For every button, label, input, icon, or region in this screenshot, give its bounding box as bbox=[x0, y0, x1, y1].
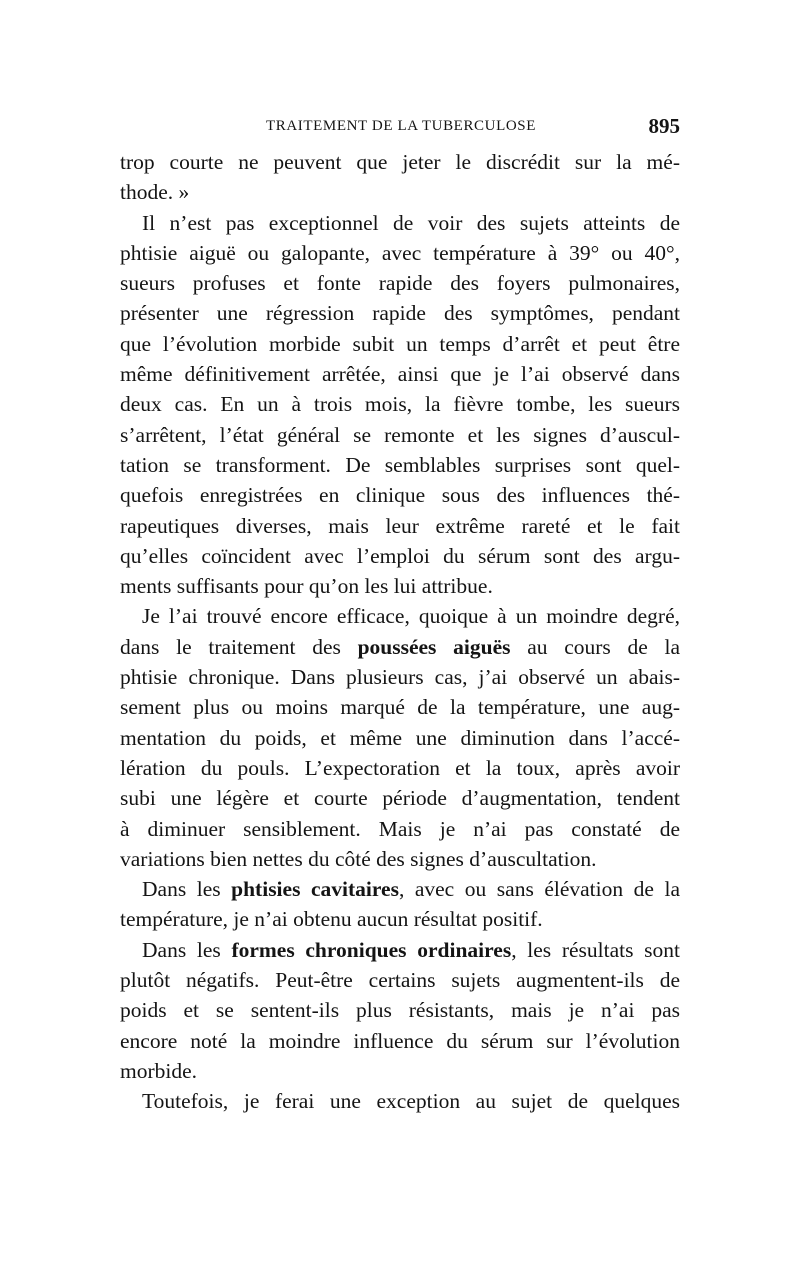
text-line bbox=[120, 238, 680, 268]
text-segment: morbide. bbox=[120, 1058, 198, 1083]
text-segment: mentation du poids, et même une diminution dans l’accé- bbox=[120, 725, 680, 750]
text-line bbox=[120, 359, 680, 389]
text-line bbox=[120, 935, 680, 965]
text-line bbox=[120, 208, 680, 238]
text-segment: ments suffisants pour qu’on les lui attribue. bbox=[120, 574, 493, 599]
text-segment: Je l’ai trouvé encore efficace, quoique à un moindre degré, bbox=[142, 604, 680, 629]
text-line bbox=[120, 601, 680, 631]
text-line bbox=[120, 147, 680, 177]
text-segment: même définitivement arrêtée, ainsi que je l’ai observé dans bbox=[120, 362, 680, 387]
text-line bbox=[120, 329, 680, 359]
text-line bbox=[120, 1056, 680, 1086]
text-segment: à diminuer sensiblement. Mais je n’ai pas constaté de bbox=[120, 816, 680, 841]
text-line bbox=[120, 420, 680, 450]
text-segment: subi une légère et courte période d’augmentation, tendent bbox=[120, 786, 680, 811]
text-segment: , avec ou sans élévation de la bbox=[398, 877, 681, 902]
text-line bbox=[120, 692, 680, 722]
text-line bbox=[120, 783, 680, 813]
text-line bbox=[120, 541, 680, 571]
text-segment: Toutefois, je ferai une exception au sujet de quelques bbox=[142, 1089, 680, 1114]
text-segment: plutôt négatifs. Peut-être certains sujets augmentent-ils de bbox=[120, 968, 680, 993]
text-segment: phtisie chronique. Dans plusieurs cas, j’ai observé un abais- bbox=[120, 665, 680, 690]
text-segment: Dans les bbox=[142, 937, 232, 962]
text-segment: s’arrêtent, l’état général se remonte et les signes d’auscul- bbox=[120, 422, 680, 447]
text-line bbox=[120, 480, 680, 510]
text-line bbox=[120, 753, 680, 783]
text-line bbox=[120, 662, 680, 692]
text-line bbox=[120, 511, 680, 541]
text-segment: tation se transforment. De semblables surprises sont quel- bbox=[120, 452, 680, 477]
body-text bbox=[120, 147, 680, 1117]
text-segment: phtisie aiguë ou galopante, avec température à 39° ou 40°, bbox=[120, 240, 680, 265]
text-line bbox=[120, 268, 680, 298]
bold-term: poussées aiguës bbox=[357, 634, 511, 659]
page-number: 895 bbox=[648, 114, 680, 138]
text-segment: rapeutiques diverses, mais leur extrême rareté et le fait bbox=[120, 513, 680, 538]
text-segment: thode. » bbox=[120, 180, 190, 205]
text-segment: sueurs profuses et fonte rapide des foyers pulmonaires, bbox=[120, 271, 680, 296]
text-segment: au cours de la bbox=[510, 634, 680, 659]
text-line bbox=[120, 844, 680, 874]
text-segment: lération du pouls. L’expectoration et la toux, après avoir bbox=[120, 755, 680, 780]
text-segment: quefois enregistrées en clinique sous des influences thé- bbox=[120, 483, 680, 508]
text-segment: qu’elles coïncident avec l’emploi du sérum sont des argu- bbox=[120, 543, 680, 568]
text-segment: encore noté la moindre influence du sérum sur l’évolution bbox=[120, 1028, 680, 1053]
text-line bbox=[120, 874, 680, 904]
text-segment: Dans les bbox=[142, 877, 232, 902]
running-title: TRAITEMENT DE LA TUBERCULOSE bbox=[266, 118, 536, 134]
text-line bbox=[120, 632, 680, 662]
text-line bbox=[120, 904, 680, 934]
text-line bbox=[120, 965, 680, 995]
text-line bbox=[120, 995, 680, 1025]
text-line bbox=[120, 814, 680, 844]
text-segment: Il n’est pas exceptionnel de voir des sujets atteints de bbox=[142, 210, 680, 235]
text-line bbox=[120, 177, 680, 207]
text-line bbox=[120, 298, 680, 328]
text-segment: dans le traitement des bbox=[120, 634, 358, 659]
text-segment: que l’évolution morbide subit un temps d’arrêt et peut être bbox=[120, 331, 680, 356]
text-line bbox=[120, 389, 680, 419]
text-segment: deux cas. En un à trois mois, la fièvre tombe, les sueurs bbox=[120, 392, 680, 417]
text-line bbox=[120, 450, 680, 480]
text-segment: température, je n’ai obtenu aucun résultat positif. bbox=[120, 907, 543, 932]
bold-term: formes chroniques ordinaires bbox=[231, 937, 512, 962]
text-line bbox=[120, 1086, 680, 1116]
bold-term: phtisies cavitaires bbox=[231, 877, 399, 902]
text-line bbox=[120, 571, 680, 601]
text-segment: , les résultats sont bbox=[511, 937, 680, 962]
text-line bbox=[120, 723, 680, 753]
text-segment: variations bien nettes du côté des signes d’auscultation. bbox=[120, 846, 597, 871]
text-segment: poids et se sentent-ils plus résistants, mais je n’ai pas bbox=[120, 998, 680, 1023]
text-segment: sement plus ou moins marqué de la température, une aug- bbox=[120, 695, 680, 720]
running-head bbox=[120, 114, 680, 138]
text-segment: présenter une régression rapide des symptômes, pendant bbox=[120, 301, 680, 326]
text-line bbox=[120, 1026, 680, 1056]
text-segment: trop courte ne peuvent que jeter le discrédit sur la mé- bbox=[120, 150, 680, 174]
